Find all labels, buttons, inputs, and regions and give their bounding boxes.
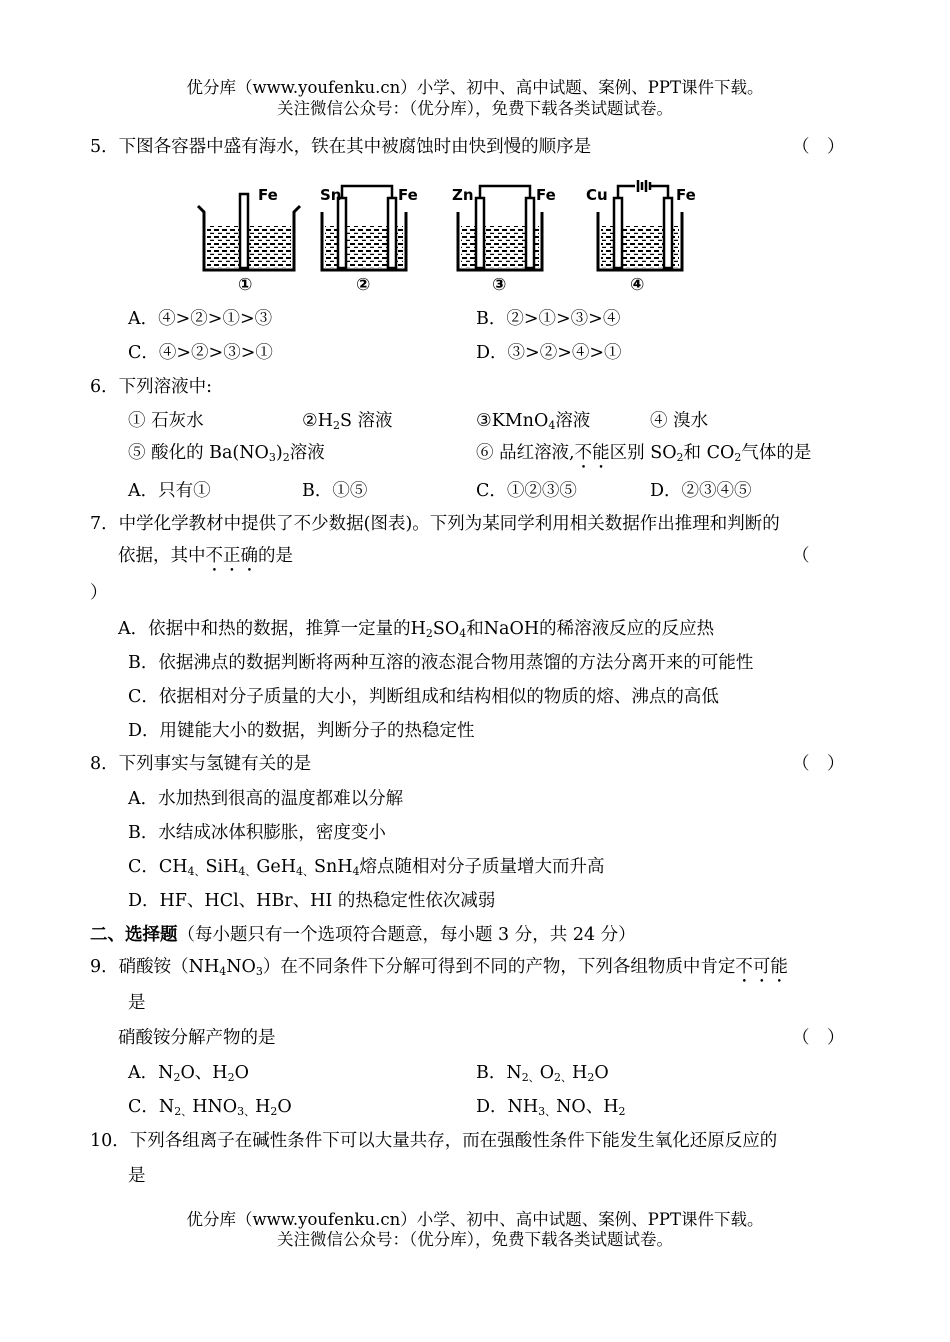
page-footer-line2: 关注微信公众号：（优分库），免费下载各类试题试卷。 — [277, 1230, 673, 1249]
q9-option-d: D．$NH_{3、}NO$、$H_2$ — [476, 1097, 626, 1118]
q7-option-b: B．依据沸点的数据判断将两种互溶的液态混合物用蒸馏的方法分离开来的可能性 — [128, 653, 754, 673]
beaker2-number: ② — [356, 275, 371, 295]
q8-option-d: D．HF、HCl、HBr、HI 的热稳定性依次减弱 — [128, 891, 496, 911]
page-header-line1: 优分库（www.youfenku.cn）小学、初中、高中试题、案例、PPT课件下载。 — [186, 78, 764, 97]
q8-stem: 8．下列事实与氢键有关的是 — [90, 754, 312, 774]
q7-paren-open: （ — [792, 546, 810, 566]
beaker-1 — [198, 186, 300, 270]
q9-stem-line1: 9．硝酸铵$(NH_4NO_3)$在不同条件下分解可得到不同的产物，下列各组物质中肯定不可能 — [90, 957, 788, 978]
q6-item-4: ④ 溴水 — [650, 411, 709, 431]
page-header-line2: 关注微信公众号：（优分库），免费下载各类试题试卷。 — [277, 99, 673, 118]
beaker-3 — [452, 186, 556, 270]
q10-stem-line2: 是 — [128, 1166, 146, 1186]
q6-option-a: A．只有① — [128, 481, 211, 501]
q8-option-b: B．水结成冰体积膨胀，密度变小 — [128, 823, 386, 843]
q7-stem-line2: 依据，其中不正确的是 — [118, 546, 293, 566]
q9-answer-paren: （ ） — [792, 1028, 845, 1048]
beaker1-number: ① — [238, 275, 253, 295]
fe-electrode — [240, 194, 248, 268]
q9-stem-line3: 硝酸铵分解产物的是 — [118, 1028, 276, 1048]
q6-option-c: C．①②③⑤ — [476, 481, 577, 501]
q6-item-1: ① 石灰水 — [128, 411, 204, 431]
q10-stem-line1: 10．下列各组离子在碱性条件下可以大量共存，而在强酸性条件下能发生氧化还原反应的 — [90, 1131, 778, 1151]
q5-option-b: B．②>①>③>④ — [476, 309, 621, 329]
q8-option-a: A．水加热到很高的温度都难以分解 — [128, 789, 404, 809]
beaker4-number: ④ — [630, 275, 645, 295]
q7-option-c: C．依据相对分子质量的大小，判断组成和结构相似的物质的熔、沸点的高低 — [128, 687, 719, 707]
beaker-2 — [320, 186, 418, 270]
q9-option-c: C．$N_{2、}HNO_{3、}H_2O$ — [128, 1097, 292, 1118]
beaker2-fe-label: Fe — [398, 186, 418, 204]
beaker4-cu-label: Cu — [586, 186, 608, 204]
q6-item-3: ③KMnO$_4$溶液 — [476, 411, 591, 432]
q5-option-c: C．④>②>③>① — [128, 343, 273, 363]
q9-option-b: B．$N_{2、}O_{2、}H_2O$ — [476, 1063, 609, 1084]
beaker-4 — [586, 180, 696, 270]
section-2-heading: 二、选择题（每小题只有一个选项符合题意，每小题 3 分，共 24 分） — [90, 925, 636, 945]
q9-stem-line2: 是 — [128, 993, 146, 1013]
q6-item-5: ⑤ 酸化的 $Ba(NO_3)_2$溶液 — [128, 443, 325, 464]
battery-icon — [638, 180, 650, 192]
beaker4-fe-label: Fe — [676, 186, 696, 204]
beaker1-fe-label: Fe — [258, 186, 278, 204]
q5-option-d: D．③>②>④>① — [476, 343, 622, 363]
q6-item-6: ⑥ 品红溶液,不能区别 $SO_2$和 $CO_2$气体的是 — [476, 443, 812, 464]
beaker3-zn-label: Zn — [452, 186, 474, 204]
q5-beakers-figure — [190, 178, 720, 296]
q8-answer-paren: （ ） — [792, 754, 845, 774]
q5-stem: 5．下图各容器中盛有海水，铁在其中被腐蚀时由快到慢的顺序是 — [90, 137, 592, 157]
beaker2-sn-label: Sn — [320, 186, 342, 204]
q6-option-d: D．②③④⑤ — [650, 481, 752, 501]
q7-stem-line1: 7．中学化学教材中提供了不少数据(图表)。下列为某同学利用相关数据作出推理和判断的 — [90, 514, 780, 534]
q6-item-2: $②H_2S$ 溶液 — [302, 411, 393, 432]
q8-option-c: C．$CH_{4、}SiH_{4、}GeH_{4、}SnH_4$熔点随相对分子质量增大而升高 — [128, 857, 605, 878]
q6-stem: 6．下列溶液中: — [90, 377, 213, 397]
q7-option-a: A．依据中和热的数据，推算一定量的$H_2SO_4$和NaOH的稀溶液反应的反应热 — [118, 619, 715, 640]
q7-option-d: D．用键能大小的数据，判断分子的热稳定性 — [128, 721, 475, 741]
beaker3-number: ③ — [492, 275, 507, 295]
q6-option-b: B．①⑤ — [302, 481, 368, 501]
q9-option-a: A．$N_2O$、$H_2O$ — [128, 1063, 249, 1084]
q5-answer-paren: （ ） — [792, 137, 845, 157]
q7-paren-close: ） — [90, 583, 108, 603]
q5-option-a: A．④>②>①>③ — [128, 309, 273, 329]
page-footer-line1: 优分库（www.youfenku.cn）小学、初中、高中试题、案例、PPT课件下载。 — [186, 1210, 764, 1229]
beaker3-fe-label: Fe — [536, 186, 556, 204]
